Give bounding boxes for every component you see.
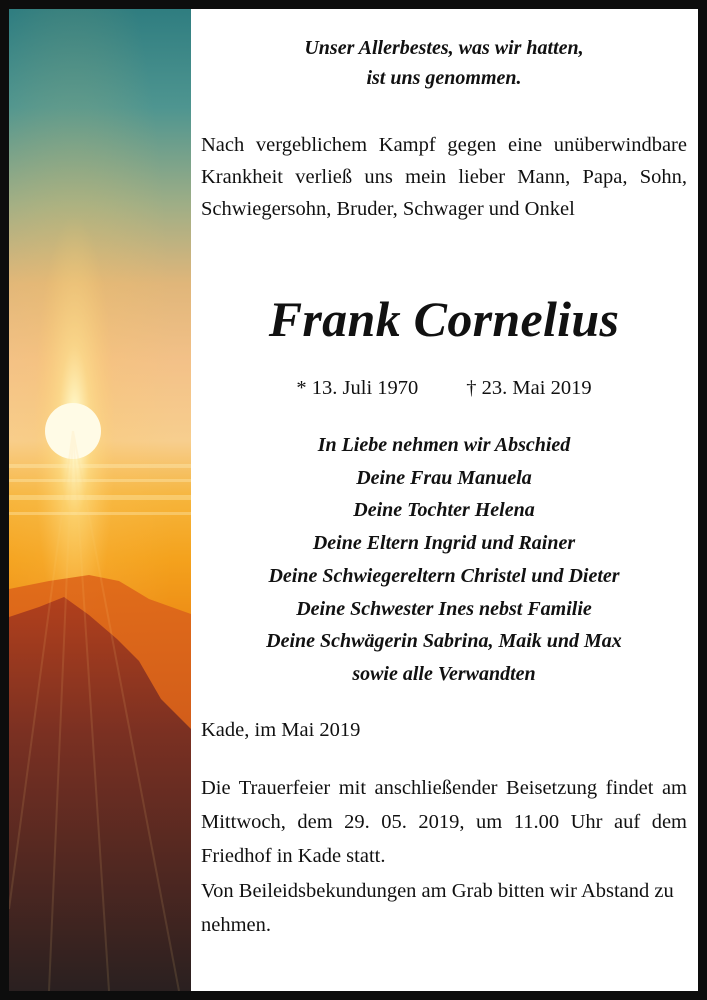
funeral-details: [201, 771, 687, 942]
mourners-line: Deine Tochter Helena: [353, 499, 535, 522]
mourners-line: sowie alle Verwandten: [352, 662, 536, 685]
mourners-line: In Liebe nehmen wir Abschied: [317, 434, 571, 456]
mourners-line: Deine Eltern Ingrid und Rainer: [312, 532, 576, 555]
sunset-mountain-image: [9, 9, 191, 991]
intro-paragraph: Nach vergeblichem Kampf gegen eine unüberwindbare Krankheit verließ uns mein lieber Mann, Papa, Sohn, Schwiegersohn, Bruder, Schwager und Onkel: [201, 134, 687, 220]
mourners-list: [201, 429, 687, 691]
motto-line-1: Unser Allerbestes, was wir hatten,: [304, 37, 584, 59]
motto-line-2: ist uns genommen.: [366, 67, 522, 89]
place-and-date: Kade, im Mai 2019: [201, 719, 361, 741]
condolence-note: Von Beileidsbekundungen am Grab bitten wir Abstand zu nehmen.: [201, 879, 674, 936]
mourners-line: Deine Schwester Ines nebst Familie: [296, 597, 592, 620]
death-date: † 23. Mai 2019: [466, 377, 592, 399]
birth-date: * 13. Juli 1970: [296, 377, 419, 399]
deceased-name: Frank Cornelius: [268, 291, 620, 347]
life-dates: [201, 373, 687, 403]
funeral-info: Die Trauerfeier mit anschließender Beisetzung findet am Mittwoch, dem 29. 05. 2019, um 11.00 Uhr auf dem Friedhof in Kade statt.: [201, 777, 687, 868]
mourners-line: Deine Frau Manuela: [356, 466, 532, 489]
notice-text-column: [201, 9, 687, 991]
mourners-line: Deine Schwiegereltern Christel und Dieter: [268, 564, 620, 587]
motto-quote: [201, 33, 687, 93]
mourners-line: Deine Schwägerin Sabrina, Maik und Max: [266, 630, 622, 653]
